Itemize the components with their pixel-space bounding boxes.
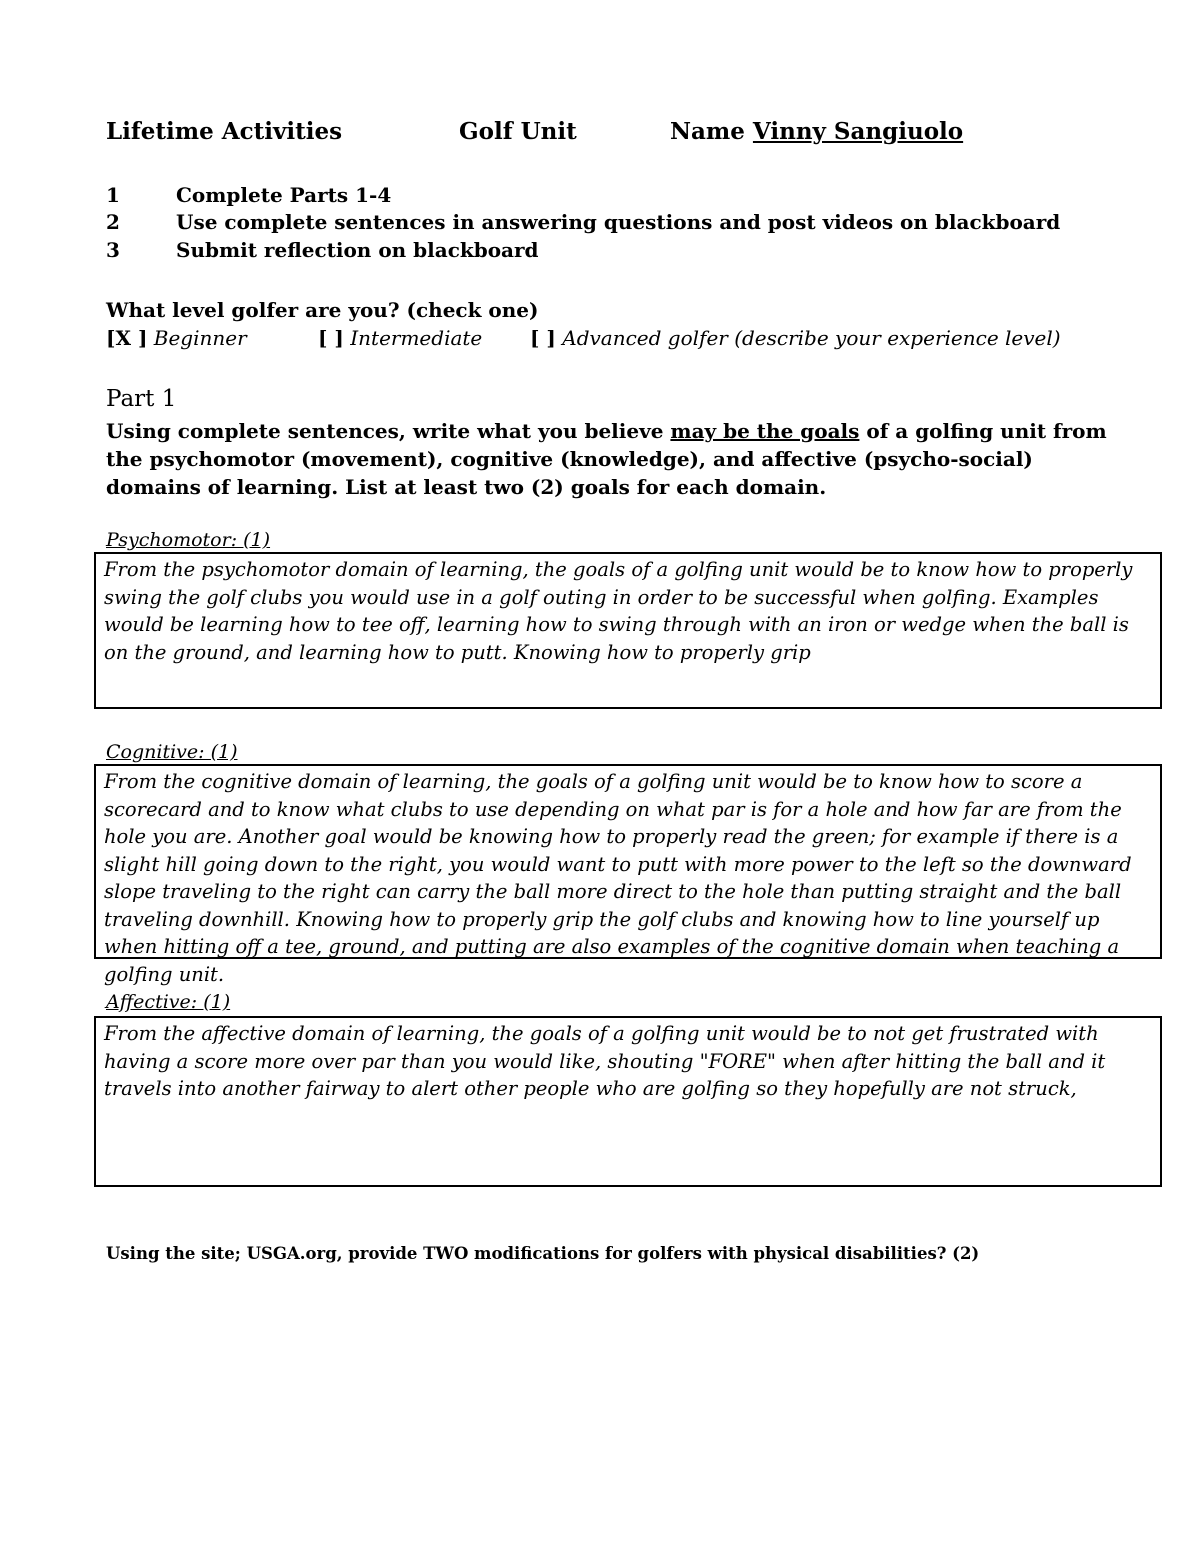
psychomotor-label: Psychomotor: (1) (106, 529, 271, 551)
cognitive-answer: From the cognitive domain of learning, the goals of a golfing unit would be to know how to score a scorecard and to know what clubs to use depending on what par is for a hole and how far are from the hole you are. Another goal would be knowing how to properly read the green; for example if there is a slight hill going down to the right, you would want to putt with more power to the left so the downward slope traveling to the right can carry the ball more direct to the hole than putting straight and the ball traveling downhill. Knowing how to properly grip the golf clubs and knowing how to line yourself up when hitting off a tee, ground, and putting are also examples of the cognitive domain when teaching a golfing unit. (104, 770, 1132, 986)
instruction-item (106, 210, 1060, 234)
level-checkbox[interactable]: [X ] (106, 326, 148, 350)
instruction-item (106, 183, 391, 207)
affective-answer: From the affective domain of learning, the goals of a golfing unit would be to not get frustrated with having a score more over par than you would like, shouting "FORE" when after hitting the ball and it travels into another fairway to alert other people who are golfing so they hopefully are not struck, (104, 1022, 1106, 1100)
instruction-number: 3 (106, 238, 120, 262)
level-checkbox[interactable]: [ ] (318, 326, 344, 350)
psychomotor-answer-box[interactable] (94, 552, 1162, 709)
course-title: Lifetime Activities (106, 118, 343, 145)
name-field (670, 118, 963, 145)
instruction-text: Submit reflection on blackboard (176, 238, 539, 262)
instruction-text: Complete Parts 1-4 (176, 183, 392, 207)
affective-answer-box[interactable] (94, 1016, 1162, 1187)
cognitive-answer-box[interactable] (94, 764, 1162, 986)
cognitive-label: Cognitive: (1) (106, 741, 238, 763)
student-name: Vinny Sangiuolo (752, 118, 964, 145)
instruction-item (106, 238, 539, 262)
usga-question: Using the site; USGA.org, provide TWO modifications for golfers with physical disabilities? (2) (106, 1244, 980, 1263)
level-option-label: Beginner (153, 326, 247, 350)
psychomotor-answer: From the psychomotor domain of learning, the goals of a golfing unit would be to know how to properly swing the golf clubs you would use in a golf outing in order to be successful when golfing. Examples would be learning how to tee off, learning how to swing through with an iron or wedge when the ball is on the ground, and learning how to putt. Knowing how to properly grip (104, 558, 1133, 664)
level-option-advanced[interactable] (530, 326, 1061, 350)
affective-label: Affective: (1) (106, 991, 231, 1013)
level-question: What level golfer are you? (check one) (106, 298, 539, 322)
instruction-number: 2 (106, 210, 120, 234)
prompt-text: Using complete sentences, write what you believe (106, 419, 671, 443)
instruction-text: Use complete sentences in answering questions and post videos on blackboard (176, 210, 1061, 234)
level-option-label: Advanced golfer (describe your experience level) (562, 326, 1061, 350)
part1-prompt (106, 417, 1116, 501)
level-option-beginner[interactable] (106, 326, 247, 350)
unit-title: Golf Unit (459, 118, 577, 145)
instruction-number: 1 (106, 183, 120, 207)
part1-title: Part 1 (106, 386, 177, 412)
level-option-label: Intermediate (350, 326, 483, 350)
level-option-intermediate[interactable] (318, 326, 482, 350)
level-checkbox[interactable]: [ ] (530, 326, 556, 350)
prompt-emphasis: may be the goals (670, 419, 860, 443)
prompt-text: of a golfing unit from the psychomotor (movement), cognitive (knowledge), and affective (psycho-social) domains of learning. List at least two (2) goals for each domain. (106, 419, 1107, 499)
name-label: Name (670, 118, 745, 145)
